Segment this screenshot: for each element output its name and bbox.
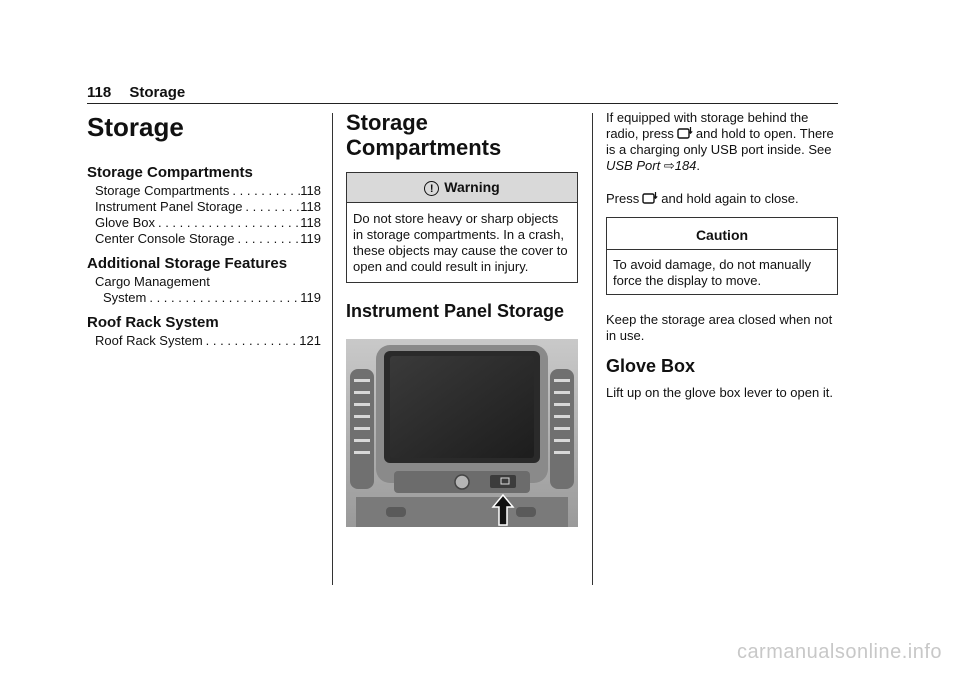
paragraph-storage-behind-radio: If equipped with storage behind the radio, press and hold to open. There is a charging only USB port inside. See USB Port ⇨184. <box>606 110 834 173</box>
toc-entry-label: Storage Compartments <box>95 183 230 198</box>
warning-icon: ! <box>424 181 439 196</box>
toc-entry[interactable] <box>87 231 321 247</box>
chapter-title: Storage <box>87 112 184 142</box>
warning-box <box>346 172 578 283</box>
toc-entry-page: 118 <box>300 183 321 198</box>
toc-entry[interactable] <box>87 333 321 349</box>
paragraph-glove-box: Lift up on the glove box lever to open it. <box>606 385 833 400</box>
toc-leader <box>242 199 300 215</box>
text: and hold again to close. <box>661 191 799 206</box>
section-title: Storage Compartments <box>346 110 502 160</box>
usb-port-link[interactable]: USB Port <box>606 158 661 173</box>
text: If equipped with storage behind the radio, press <box>606 110 809 141</box>
toc-entry-label-cont: System <box>103 290 147 305</box>
toc-leader <box>234 231 300 247</box>
toc-entry-page: 118 <box>300 215 321 230</box>
toc-list <box>87 183 321 247</box>
toc-entry-label: Cargo Management <box>95 274 210 289</box>
toc-leader <box>203 333 300 349</box>
display-tilt-icon <box>677 126 693 139</box>
toc-entry-page: 121 <box>299 333 321 348</box>
page-header <box>87 84 185 101</box>
toc-entry-page: 118 <box>300 199 321 214</box>
middle-column <box>346 110 578 532</box>
toc-entry[interactable] <box>87 183 321 199</box>
text: and hold to open. There is a charging only USB port inside. See <box>606 126 834 157</box>
paragraph-keep-closed: Keep the storage area closed when not in use. <box>606 312 833 343</box>
toc-leader <box>229 183 300 199</box>
volume-knob <box>455 475 469 489</box>
warning-label: Warning <box>444 179 500 195</box>
toc-entry[interactable] <box>87 274 321 306</box>
toc-list <box>87 274 321 306</box>
page-ref-icon: ⇨ <box>663 158 675 173</box>
page-number: 118 <box>87 84 112 101</box>
toc-entry-page: 119 <box>300 290 321 305</box>
toc-leader <box>155 215 300 231</box>
usb-port-page-ref[interactable]: 184 <box>674 158 697 173</box>
toc-entry-label: Center Console Storage <box>95 231 235 246</box>
left-vent <box>350 369 374 489</box>
toc-section-heading: Roof Rack System <box>87 314 219 331</box>
column-divider-1 <box>332 113 333 585</box>
toc-column <box>87 164 321 357</box>
toc-section-heading: Storage Compartments <box>87 164 253 181</box>
paragraph-close <box>606 191 838 207</box>
instrument-panel-heading: Instrument Panel Storage <box>346 300 565 321</box>
toc-entry-page: 119 <box>300 231 321 246</box>
toc-entry-label: Instrument Panel Storage <box>95 199 243 214</box>
toc-section-heading: Additional Storage Features <box>87 255 288 272</box>
toc-entry-label: Roof Rack System <box>95 333 203 348</box>
toc-entry[interactable] <box>87 199 321 215</box>
toc-list <box>87 333 321 349</box>
warning-text: Do not store heavy or sharp objects in storage compartments. In a crash, these objects may cause the cover to open and could result in injury. <box>353 210 568 274</box>
instrument-panel-photo <box>346 339 578 527</box>
header-rule <box>87 103 838 104</box>
warning-header <box>347 173 577 203</box>
watermark: carmanualsonline.info <box>736 641 942 663</box>
caution-label: Caution <box>607 218 837 250</box>
caution-box <box>606 217 838 295</box>
toc-entry[interactable] <box>87 215 321 231</box>
caution-text: To avoid damage, do not manually force the display to move. <box>613 257 812 288</box>
right-column <box>606 110 838 401</box>
display-tilt-icon <box>642 191 658 204</box>
glove-box-heading: Glove Box <box>606 356 696 376</box>
column-divider-2 <box>592 113 593 585</box>
toc-entry-label: Glove Box <box>95 215 155 230</box>
display-button <box>490 475 516 488</box>
header-section: Storage <box>129 84 186 101</box>
right-vent <box>550 369 574 489</box>
text: Press <box>606 191 640 206</box>
toc-leader <box>146 290 300 306</box>
